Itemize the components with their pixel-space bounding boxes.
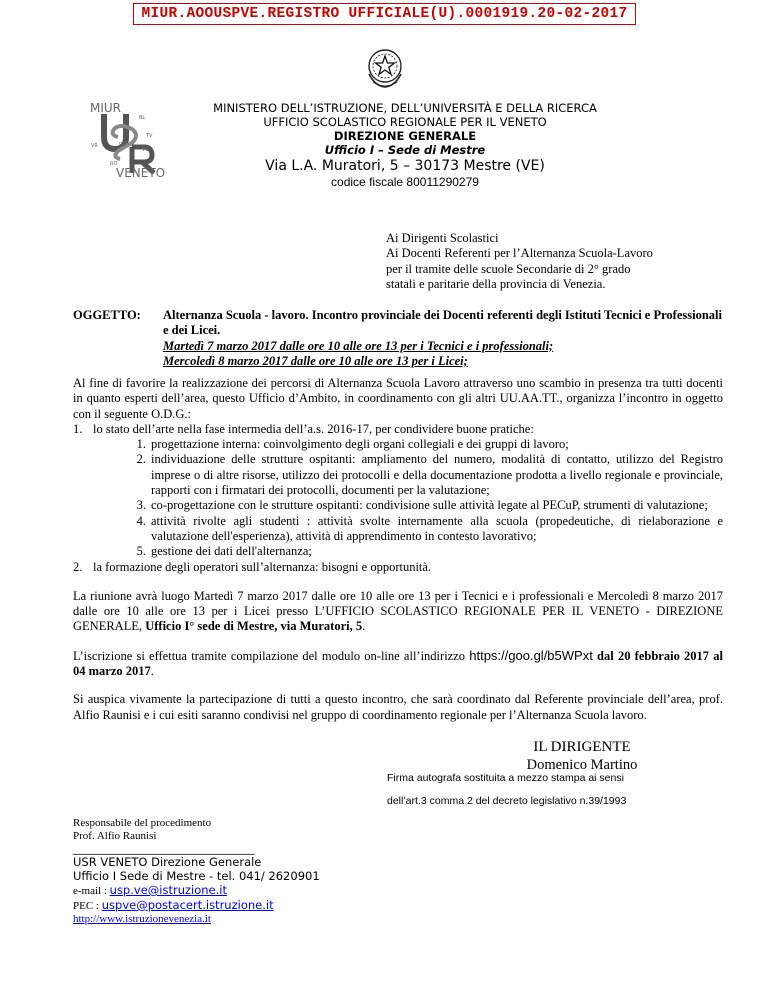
logo-top-text: MIUR — [90, 101, 122, 115]
subject-text: Alternanza Scuola - lavoro. Incontro provinciale dei Docenti referenti degli Istituti Tecnici e Professionali e dei Licei. — [163, 308, 722, 338]
agenda-item — [73, 422, 723, 437]
meeting-location-bold: Ufficio I° sede di Mestre, via Muratori, 5 — [145, 619, 363, 634]
logo-prov-ro: RO — [110, 161, 118, 167]
footer-separator: _________________________________ — [73, 842, 255, 855]
subject-date-tecnici: Martedì 7 marzo 2017 dalle ore 10 alle ore 13 per i Tecnici e i professionali; — [163, 338, 554, 353]
directorate-name: DIREZIONE GENERALE — [333, 129, 477, 143]
letter-body — [73, 376, 723, 723]
pec-link[interactable]: uspve@postacert.istruzione.it — [101, 898, 274, 912]
closing-paragraph: Si auspica vivamente la partecipazione di tutti a questo incontro, che sarà coordinato dal Referente provinciale dell’area, prof. Alfio Raunisi e i cui esiti saranno condivisi nel gruppo di coordinamento regionale per l’Alternanza Scuola lavoro. — [73, 692, 723, 722]
agenda-subitem-text: attività rivolte agli studenti : attività svolte internamente alla scuola (propedeutiche, di rielaborazione e valutazione dell'esperienza), attività di apprendimento in contesto lavorativo; — [151, 513, 723, 543]
logo-prov-vr: VR — [91, 143, 98, 149]
recipient-line: statali e paritarie della provincia di Venezia. — [386, 276, 606, 291]
registration-url-link[interactable]: https://goo.gl/b5WPxt — [469, 647, 593, 663]
agenda-item — [73, 560, 723, 575]
website-link[interactable]: http://www.istruzionevenezia.it — [73, 913, 211, 925]
signatory-title: IL DIRIGENTE — [533, 739, 631, 755]
registration-text: L’iscrizione si effettua tramite compilazione del modulo on-line all’indirizzo — [73, 648, 470, 663]
regional-office-name: UFFICIO SCOLASTICO REGIONALE PER IL VENETO — [263, 115, 547, 129]
meeting-location-end: . — [362, 619, 366, 634]
subject-block — [163, 308, 723, 369]
responsible-label: Responsabile del procedimento — [73, 817, 212, 829]
email-label: e-mail : — [73, 885, 110, 897]
agenda-subitem-number: 3. — [136, 498, 146, 513]
footer-block — [73, 817, 433, 926]
recipient-line: Ai Docenti Referenti per l’Alternanza Scuola-Lavoro — [386, 246, 653, 261]
office-name: Ufficio I – Sede di Mestre — [324, 143, 486, 157]
agenda-item-number: 2. — [73, 559, 83, 574]
subject-date-licei: Mercoledì 8 marzo 2017 dalle ore 10 alle ore 13 per i Licei; — [163, 353, 468, 368]
meeting-location-text: La riunione avrà luogo Martedì 7 marzo 2017 dalle ore 10 alle ore 13 per i Tecnici e i professionali e Mercoledì 8 marzo 2017 dalle ore 10 alle ore 13 per i Licei presso L’UFFICIO SCOLASTICO REGIONALE PER IL VENETO - DIREZIONE GENERALE, — [73, 588, 723, 634]
logo-prov-pd: PD — [119, 142, 126, 148]
footer-pec-line — [73, 898, 433, 913]
intro-paragraph: Al fine di favorire la realizzazione dei percorsi di Alternanza Scuola Lavoro attraverso uno scambio in presenza tra tutti docenti in quanto esperti dell’area, questo Ufficio d’Ambito, in coordinamento con gli altri UU.AA.TT., organizza l’incontro in oggetto con il seguente O.D.G.: — [73, 376, 723, 421]
agenda-subitem — [73, 544, 723, 559]
footer-phone: Ufficio I Sede di Mestre - tel. 041/ 2620901 — [73, 869, 320, 883]
signature-note-line2: dell’art.3 comma 2 del decreto legislativo n.39/1993 — [387, 795, 627, 807]
signature-note-line1: Firma autografa sostituita a mezzo stampa ai sensi — [387, 772, 624, 784]
ministry-name: MINISTERO DELL’ISTRUZIONE, DELL’UNIVERSITÀ E DELLA RICERCA — [213, 101, 597, 115]
registration-end: . — [150, 664, 154, 679]
agenda-subitem-number: 2. — [136, 452, 146, 467]
responsible-name: Prof. Alfio Raunisi — [73, 830, 157, 842]
letterhead — [150, 101, 660, 190]
office-address: Via L.A. Muratori, 5 – 30173 Mestre (VE) — [265, 158, 545, 174]
signature-block — [437, 738, 727, 774]
logo-prov-bl: BL — [139, 115, 146, 121]
agenda-subitem-number: 1. — [136, 437, 146, 452]
agenda-subitem — [73, 452, 723, 498]
agenda-item-text: la formazione degli operatori sull’alternanza: bisogni e opportunità. — [93, 559, 432, 574]
agenda-item-number: 1. — [73, 421, 83, 436]
registration-dates: dal 20 febbraio 2017 al 04 marzo 2017 — [73, 648, 723, 679]
meeting-location-paragraph — [73, 589, 723, 635]
subject-label: OGGETTO: — [73, 308, 141, 322]
footer-email-line — [73, 883, 433, 898]
logo-prov-tv: TV — [146, 133, 153, 139]
agenda-subitem — [73, 437, 723, 452]
agenda-subitem-text: progettazione interna: coinvolgimento degli organi collegiali e dei gruppi di lavoro; — [151, 437, 569, 452]
agenda-subitem-text: individuazione delle strutture ospitanti: ampliamento del numero, modalità di contatto, utilizzo del Registro imprese o di altre risorse, utilizzo dei protocolli e della documentazione prodotta a livello regionale e provinciale, rapporti con i firmatari dei protocolli, documenti per la valutazione; — [151, 452, 723, 498]
recipient-line: per il tramite delle scuole Secondarie di 2° grado — [386, 261, 631, 276]
email-link[interactable]: usp.ve@istruzione.it — [109, 883, 227, 897]
recipient-line: Ai Dirigenti Scolastici — [386, 231, 499, 245]
agenda-subitem — [73, 498, 723, 513]
italian-republic-emblem-icon — [361, 44, 409, 92]
agenda-subitem-text: gestione dei dati dell'alternanza; — [151, 544, 312, 559]
registration-paragraph — [73, 648, 723, 680]
agenda-subitem-number: 5. — [136, 544, 146, 559]
agenda-subitem-number: 4. — [136, 513, 146, 528]
agenda-item-text: lo stato dell’arte nella fase intermedia dell’a.s. 2016-17, per condividere buone pratiche: — [93, 421, 534, 436]
agenda-subitem-text: co-progettazione con le strutture ospitanti: condivisione sulle attività legate al PECuP, strumenti di valutazione; — [151, 498, 708, 513]
agenda-subitem — [73, 514, 723, 545]
logo-bottom-text: VENETO — [116, 166, 166, 180]
logo-prov-ve: VE — [142, 147, 149, 153]
signatory-name: Domenico Martino — [526, 757, 638, 773]
tax-code: codice fiscale 80011290279 — [331, 175, 479, 189]
protocol-stamp: MIUR.AOOUSPVE.REGISTRO UFFICIALE(U).0001919.20-02-2017 — [133, 3, 636, 25]
recipients-block — [386, 231, 716, 292]
footer-office: USR VENETO Direzione Generale — [73, 855, 262, 869]
pec-label: PEC : — [73, 900, 102, 912]
